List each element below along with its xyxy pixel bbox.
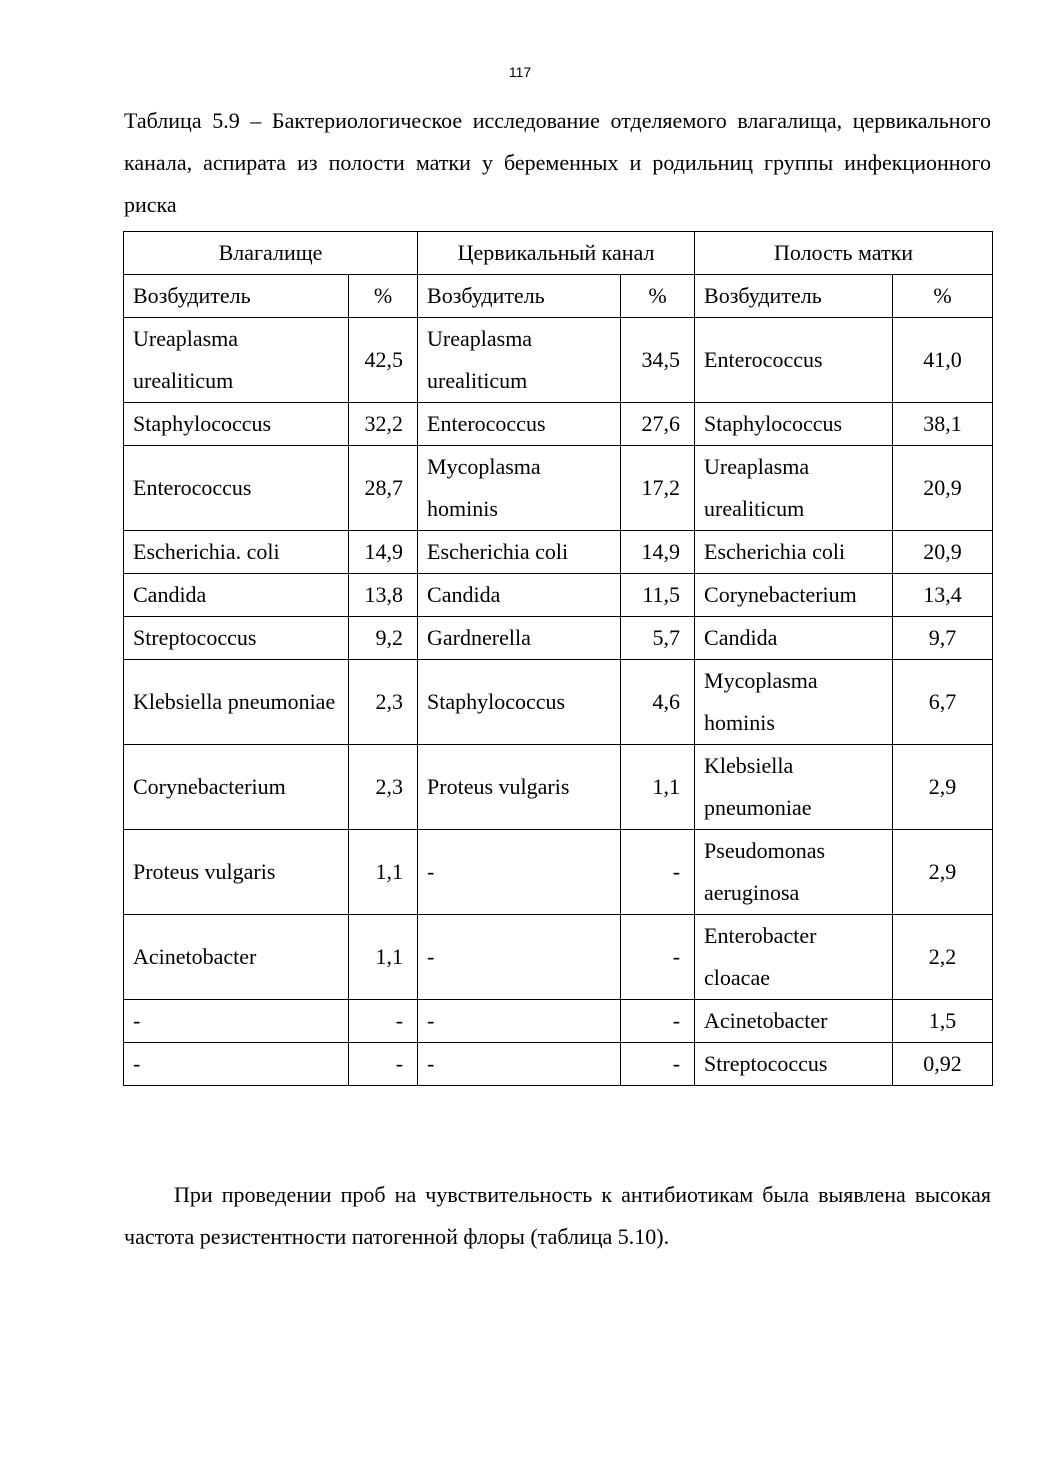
- pathogen-cell: Acinetobacter: [695, 1000, 893, 1043]
- percent-cell: 2,9: [893, 830, 993, 915]
- table-group-header-row: [124, 232, 993, 275]
- pathogen-cell: Enterococcus: [695, 318, 893, 403]
- group-header-vagina: Влагалище: [124, 232, 418, 275]
- percent-cell: -: [621, 830, 695, 915]
- table-row: [124, 403, 993, 446]
- percent-cell: -: [349, 1043, 418, 1086]
- percent-cell: 41,0: [893, 318, 993, 403]
- pathogen-cell: Streptococcus: [124, 617, 349, 660]
- table-row: [124, 1000, 993, 1043]
- pathogen-cell: Ureaplasma urealiticum: [124, 318, 349, 403]
- pathogen-cell: -: [418, 1043, 621, 1086]
- column-header-pathogen: Возбудитель: [695, 275, 893, 318]
- table-row: [124, 531, 993, 574]
- pathogen-cell: Ureaplasma urealiticum: [695, 446, 893, 531]
- pathogen-cell: Ureaplasma urealiticum: [418, 318, 621, 403]
- percent-cell: 1,1: [349, 915, 418, 1000]
- column-header-percent: %: [349, 275, 418, 318]
- percent-cell: 20,9: [893, 446, 993, 531]
- percent-cell: -: [621, 1000, 695, 1043]
- percent-cell: 34,5: [621, 318, 695, 403]
- pathogen-cell: Mycoplasma hominis: [695, 660, 893, 745]
- percent-cell: 1,1: [621, 745, 695, 830]
- pathogen-cell: Candida: [695, 617, 893, 660]
- table-row: [124, 574, 993, 617]
- pathogen-cell: Corynebacterium: [124, 745, 349, 830]
- bacteriology-table: [123, 231, 993, 1086]
- pathogen-cell: Gardnerella: [418, 617, 621, 660]
- percent-cell: 20,9: [893, 531, 993, 574]
- pathogen-cell: -: [124, 1043, 349, 1086]
- percent-cell: 6,7: [893, 660, 993, 745]
- pathogen-cell: Klebsiella pneumoniae: [695, 745, 893, 830]
- pathogen-cell: Mycoplasma hominis: [418, 446, 621, 531]
- pathogen-cell: Pseudomonas aeruginosa: [695, 830, 893, 915]
- percent-cell: 2,3: [349, 660, 418, 745]
- percent-cell: 28,7: [349, 446, 418, 531]
- pathogen-cell: Enterobacter cloacae: [695, 915, 893, 1000]
- percent-cell: 17,2: [621, 446, 695, 531]
- pathogen-cell: Klebsiella pneumoniae: [124, 660, 349, 745]
- pathogen-cell: Enterococcus: [124, 446, 349, 531]
- table-subheader-row: [124, 275, 993, 318]
- column-header-percent: %: [621, 275, 695, 318]
- table-row: [124, 745, 993, 830]
- percent-cell: 14,9: [349, 531, 418, 574]
- table-row: [124, 660, 993, 745]
- percent-cell: 0,92: [893, 1043, 993, 1086]
- pathogen-cell: -: [418, 1000, 621, 1043]
- percent-cell: 9,7: [893, 617, 993, 660]
- column-header-pathogen: Возбудитель: [124, 275, 349, 318]
- percent-cell: 4,6: [621, 660, 695, 745]
- pathogen-cell: Acinetobacter: [124, 915, 349, 1000]
- pathogen-cell: Escherichia coli: [418, 531, 621, 574]
- pathogen-cell: Enterococcus: [418, 403, 621, 446]
- percent-cell: 11,5: [621, 574, 695, 617]
- table-caption: Таблица 5.9 – Бактериологическое исследование отделяемого влагалища, цервикального канала, аспирата из полости матки у беременных и родильниц группы инфекционного риска: [124, 108, 991, 217]
- group-header-uterine-cavity: Полость матки: [695, 232, 993, 275]
- table-row: [124, 915, 993, 1000]
- pathogen-cell: Proteus vulgaris: [418, 745, 621, 830]
- pathogen-cell: Proteus vulgaris: [124, 830, 349, 915]
- percent-cell: 38,1: [893, 403, 993, 446]
- table-row: [124, 1043, 993, 1086]
- pathogen-cell: Staphylococcus: [695, 403, 893, 446]
- table-row: [124, 318, 993, 403]
- percent-cell: 2,3: [349, 745, 418, 830]
- table-row: [124, 617, 993, 660]
- column-header-pathogen: Возбудитель: [418, 275, 621, 318]
- page-number: 117: [508, 64, 532, 80]
- pathogen-cell: -: [124, 1000, 349, 1043]
- pathogen-cell: -: [418, 915, 621, 1000]
- percent-cell: 14,9: [621, 531, 695, 574]
- pathogen-cell: Candida: [418, 574, 621, 617]
- percent-cell: 13,8: [349, 574, 418, 617]
- percent-cell: 27,6: [621, 403, 695, 446]
- table-row: [124, 446, 993, 531]
- pathogen-cell: Staphylococcus: [418, 660, 621, 745]
- percent-cell: 1,1: [349, 830, 418, 915]
- table-row: [124, 830, 993, 915]
- pathogen-cell: Corynebacterium: [695, 574, 893, 617]
- group-header-cervical-canal: Цервикальный канал: [418, 232, 695, 275]
- percent-cell: 42,5: [349, 318, 418, 403]
- percent-cell: 9,2: [349, 617, 418, 660]
- percent-cell: -: [349, 1000, 418, 1043]
- pathogen-cell: -: [418, 830, 621, 915]
- percent-cell: -: [621, 915, 695, 1000]
- pathogen-cell: Candida: [124, 574, 349, 617]
- percent-cell: 1,5: [893, 1000, 993, 1043]
- pathogen-cell: Staphylococcus: [124, 403, 349, 446]
- percent-cell: -: [621, 1043, 695, 1086]
- pathogen-cell: Escherichia coli: [695, 531, 893, 574]
- percent-cell: 5,7: [621, 617, 695, 660]
- body-paragraph: При проведении проб на чувствительность к антибиотикам была выявлена высокая частота резистентности патогенной флоры (таблица 5.10).: [124, 1182, 991, 1249]
- pathogen-cell: Streptococcus: [695, 1043, 893, 1086]
- percent-cell: 32,2: [349, 403, 418, 446]
- percent-cell: 2,2: [893, 915, 993, 1000]
- column-header-percent: %: [893, 275, 993, 318]
- pathogen-cell: Escherichia. coli: [124, 531, 349, 574]
- percent-cell: 2,9: [893, 745, 993, 830]
- percent-cell: 13,4: [893, 574, 993, 617]
